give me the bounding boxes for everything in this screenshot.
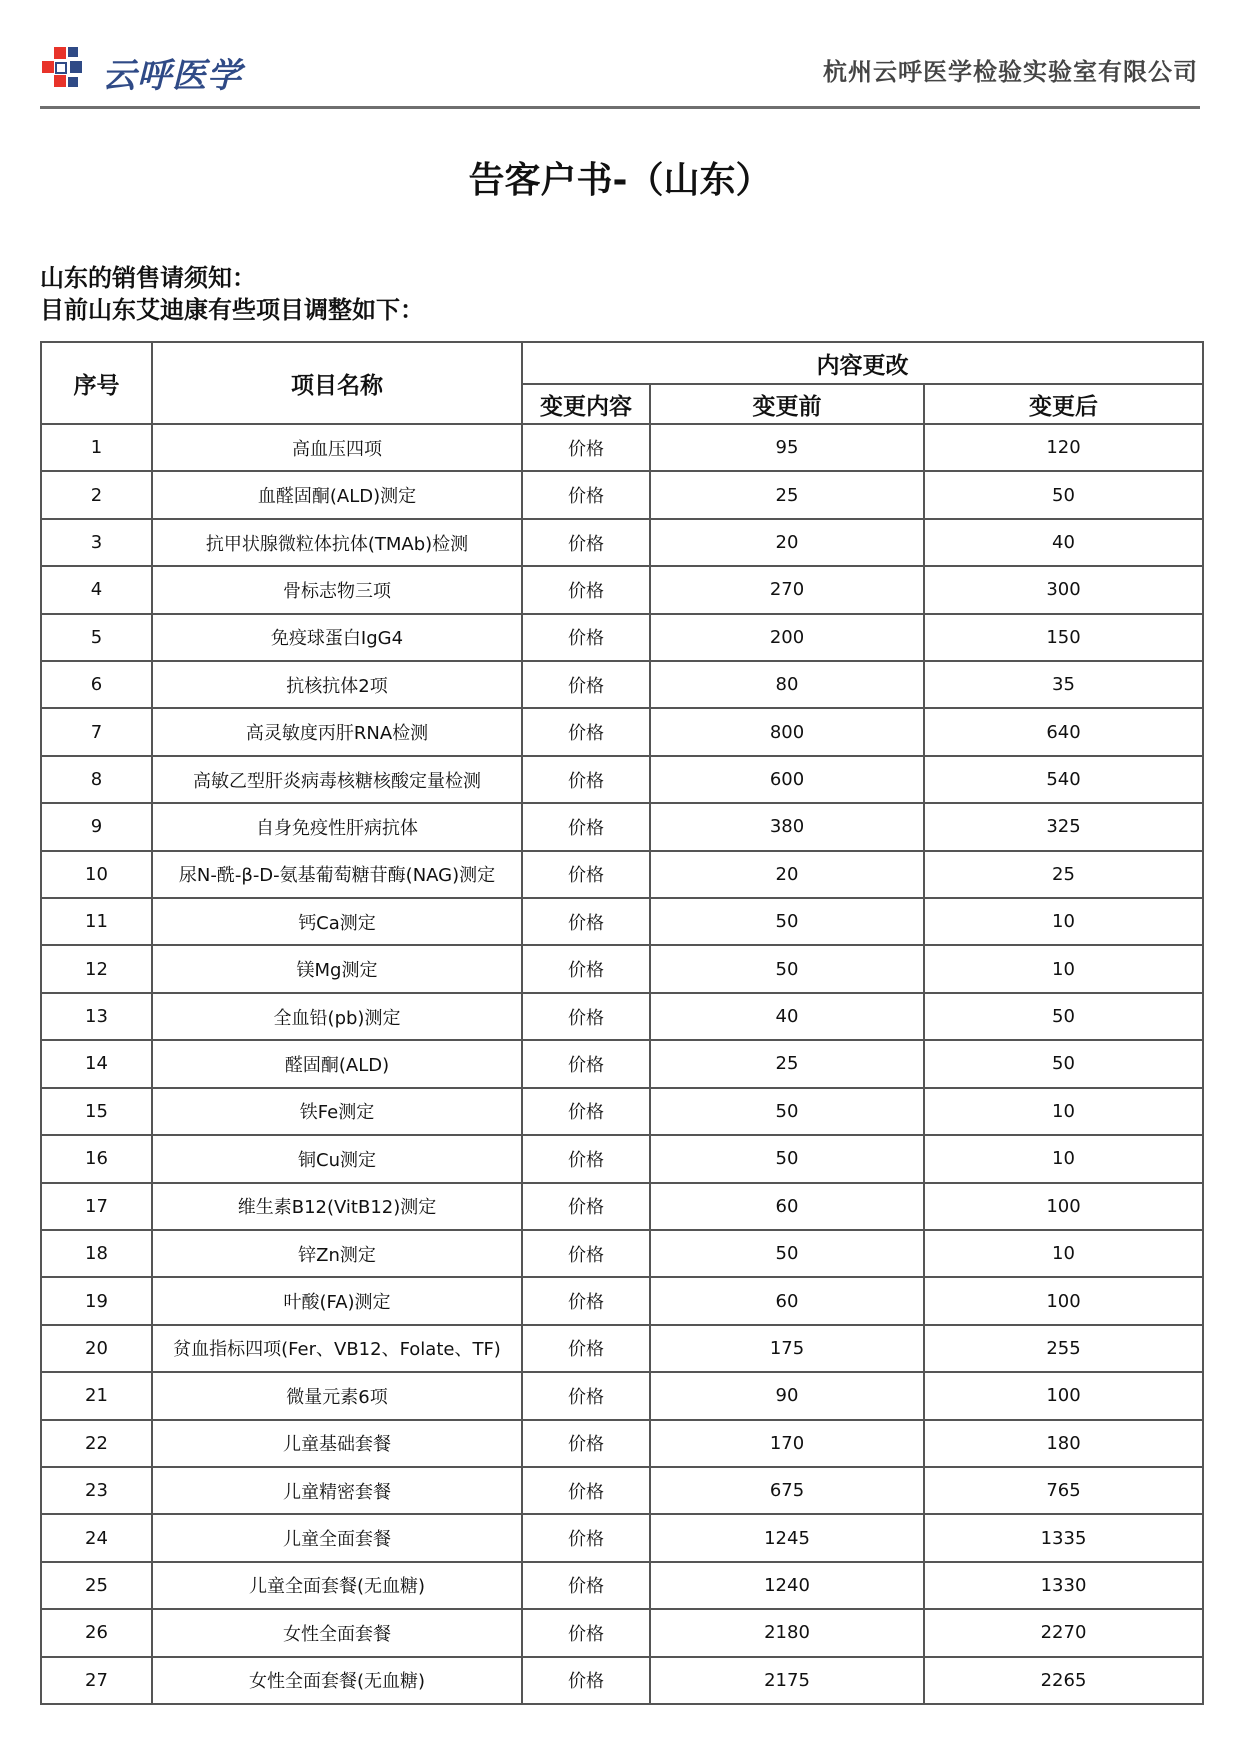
logo-text: 云呼医学 (102, 55, 242, 96)
cell-after: 640 (924, 708, 1203, 755)
cell-change: 价格 (522, 756, 650, 803)
cell-change: 价格 (522, 1657, 650, 1704)
cell-change: 价格 (522, 1514, 650, 1561)
cell-seq: 23 (41, 1467, 152, 1514)
cell-seq: 11 (41, 898, 152, 945)
cell-seq: 18 (41, 1230, 152, 1277)
cell-before: 175 (650, 1325, 924, 1372)
cell-after: 10 (924, 898, 1203, 945)
cell-after: 50 (924, 993, 1203, 1040)
cell-change: 价格 (522, 424, 650, 471)
logo (40, 44, 242, 100)
cell-seq: 6 (41, 661, 152, 708)
cell-seq: 5 (41, 614, 152, 661)
cell-change: 价格 (522, 993, 650, 1040)
notice-text (40, 262, 424, 326)
cell-after: 40 (924, 519, 1203, 566)
cell-before: 50 (650, 1088, 924, 1135)
table-row (41, 1609, 1203, 1656)
table-row (41, 898, 1203, 945)
cell-before: 60 (650, 1277, 924, 1324)
cell-after: 2270 (924, 1609, 1203, 1656)
table-row (41, 1514, 1203, 1561)
cell-before: 1245 (650, 1514, 924, 1561)
cell-before: 80 (650, 661, 924, 708)
header-before: 变更前 (650, 384, 924, 424)
cell-before: 40 (650, 993, 924, 1040)
cell-change: 价格 (522, 945, 650, 992)
cell-name: 血醛固酮(ALD)测定 (152, 471, 522, 518)
cell-after: 180 (924, 1420, 1203, 1467)
cell-before: 25 (650, 471, 924, 518)
table-row (41, 1040, 1203, 1087)
table-row (41, 1230, 1203, 1277)
header-after: 变更后 (924, 384, 1203, 424)
cell-change: 价格 (522, 1562, 650, 1609)
cell-seq: 13 (41, 993, 152, 1040)
cell-seq: 16 (41, 1135, 152, 1182)
cell-before: 60 (650, 1183, 924, 1230)
table-row (41, 519, 1203, 566)
cell-seq: 2 (41, 471, 152, 518)
cell-before: 50 (650, 945, 924, 992)
cell-before: 90 (650, 1372, 924, 1419)
page-header (40, 40, 1200, 109)
cell-change: 价格 (522, 661, 650, 708)
cell-after: 50 (924, 1040, 1203, 1087)
cell-seq: 3 (41, 519, 152, 566)
cell-change: 价格 (522, 519, 650, 566)
cell-name: 贫血指标四项(Fer、VB12、Folate、TF) (152, 1325, 522, 1372)
cell-name: 锌Zn测定 (152, 1230, 522, 1277)
table-row (41, 851, 1203, 898)
cell-before: 25 (650, 1040, 924, 1087)
cell-after: 100 (924, 1372, 1203, 1419)
cell-name: 儿童全面套餐(无血糖) (152, 1562, 522, 1609)
cell-name: 铜Cu测定 (152, 1135, 522, 1182)
cell-name: 铁Fe测定 (152, 1088, 522, 1135)
cell-change: 价格 (522, 566, 650, 613)
table-row (41, 1325, 1203, 1372)
cell-change: 价格 (522, 1135, 650, 1182)
company-name: 杭州云呼医学检验实验室有限公司 (823, 58, 1198, 86)
cell-change: 价格 (522, 1040, 650, 1087)
cell-name: 自身免疫性肝病抗体 (152, 803, 522, 850)
cell-after: 255 (924, 1325, 1203, 1372)
cell-seq: 20 (41, 1325, 152, 1372)
cell-change: 价格 (522, 1420, 650, 1467)
cell-before: 2180 (650, 1609, 924, 1656)
cell-name: 钙Ca测定 (152, 898, 522, 945)
cell-change: 价格 (522, 1372, 650, 1419)
cell-before: 50 (650, 1230, 924, 1277)
cell-change: 价格 (522, 1325, 650, 1372)
table-row (41, 756, 1203, 803)
cell-seq: 4 (41, 566, 152, 613)
table-row (41, 1277, 1203, 1324)
cell-after: 150 (924, 614, 1203, 661)
cell-before: 50 (650, 1135, 924, 1182)
cell-after: 100 (924, 1277, 1203, 1324)
table-row (41, 945, 1203, 992)
cell-after: 765 (924, 1467, 1203, 1514)
cell-after: 50 (924, 471, 1203, 518)
cell-before: 50 (650, 898, 924, 945)
cell-name: 全血铅(pb)测定 (152, 993, 522, 1040)
cell-seq: 22 (41, 1420, 152, 1467)
table-row (41, 1135, 1203, 1182)
cell-name: 尿N-酰-β-D-氨基葡萄糖苷酶(NAG)测定 (152, 851, 522, 898)
cell-before: 675 (650, 1467, 924, 1514)
cell-before: 95 (650, 424, 924, 471)
cell-after: 10 (924, 1088, 1203, 1135)
cell-change: 价格 (522, 1183, 650, 1230)
cell-seq: 12 (41, 945, 152, 992)
cell-after: 25 (924, 851, 1203, 898)
cell-name: 女性全面套餐 (152, 1609, 522, 1656)
cell-name: 儿童精密套餐 (152, 1467, 522, 1514)
cell-after: 540 (924, 756, 1203, 803)
cell-change: 价格 (522, 471, 650, 518)
cell-seq: 17 (41, 1183, 152, 1230)
cell-before: 2175 (650, 1657, 924, 1704)
cell-seq: 24 (41, 1514, 152, 1561)
cell-seq: 15 (41, 1088, 152, 1135)
cell-seq: 14 (41, 1040, 152, 1087)
cell-change: 价格 (522, 614, 650, 661)
cell-name: 免疫球蛋白IgG4 (152, 614, 522, 661)
table-row (41, 708, 1203, 755)
cell-name: 醛固酮(ALD) (152, 1040, 522, 1087)
cell-name: 维生素B12(VitB12)测定 (152, 1183, 522, 1230)
cell-before: 20 (650, 851, 924, 898)
cell-seq: 26 (41, 1609, 152, 1656)
table-row (41, 1088, 1203, 1135)
cell-name: 高敏乙型肝炎病毒核糖核酸定量检测 (152, 756, 522, 803)
cell-seq: 8 (41, 756, 152, 803)
table-row (41, 1183, 1203, 1230)
table-row (41, 614, 1203, 661)
header-name: 项目名称 (152, 342, 522, 424)
cell-before: 800 (650, 708, 924, 755)
cell-change: 价格 (522, 851, 650, 898)
cell-seq: 1 (41, 424, 152, 471)
cell-name: 儿童全面套餐 (152, 1514, 522, 1561)
cell-after: 10 (924, 1135, 1203, 1182)
cell-after: 35 (924, 661, 1203, 708)
cell-after: 10 (924, 945, 1203, 992)
table-row (41, 803, 1203, 850)
cell-name: 微量元素6项 (152, 1372, 522, 1419)
cell-after: 10 (924, 1230, 1203, 1277)
cell-after: 300 (924, 566, 1203, 613)
header-group: 内容更改 (522, 342, 1203, 384)
cell-change: 价格 (522, 708, 650, 755)
cell-before: 1240 (650, 1562, 924, 1609)
cell-before: 170 (650, 1420, 924, 1467)
cell-name: 儿童基础套餐 (152, 1420, 522, 1467)
cell-change: 价格 (522, 1609, 650, 1656)
cell-after: 1330 (924, 1562, 1203, 1609)
cell-before: 200 (650, 614, 924, 661)
cell-seq: 9 (41, 803, 152, 850)
logo-cross-icon (40, 45, 94, 99)
table-row (41, 1372, 1203, 1419)
cell-before: 380 (650, 803, 924, 850)
header-change: 变更内容 (522, 384, 650, 424)
cell-after: 325 (924, 803, 1203, 850)
cell-change: 价格 (522, 1277, 650, 1324)
cell-change: 价格 (522, 1230, 650, 1277)
table-row (41, 993, 1203, 1040)
cell-name: 女性全面套餐(无血糖) (152, 1657, 522, 1704)
cell-after: 120 (924, 424, 1203, 471)
cell-name: 抗核抗体2项 (152, 661, 522, 708)
cell-change: 价格 (522, 803, 650, 850)
table-row (41, 1657, 1203, 1704)
table-row (41, 1420, 1203, 1467)
table-row (41, 471, 1203, 518)
cell-seq: 27 (41, 1657, 152, 1704)
cell-before: 20 (650, 519, 924, 566)
notice-line-2: 目前山东艾迪康有些项目调整如下： (40, 296, 424, 324)
table-row (41, 1467, 1203, 1514)
table-row (41, 1562, 1203, 1609)
cell-change: 价格 (522, 1467, 650, 1514)
cell-seq: 7 (41, 708, 152, 755)
header-seq: 序号 (41, 342, 152, 424)
cell-seq: 21 (41, 1372, 152, 1419)
cell-name: 骨标志物三项 (152, 566, 522, 613)
cell-seq: 25 (41, 1562, 152, 1609)
cell-after: 100 (924, 1183, 1203, 1230)
cell-name: 高血压四项 (152, 424, 522, 471)
table-row (41, 661, 1203, 708)
page-title: 告客户书-（山东） (468, 160, 772, 201)
cell-before: 270 (650, 566, 924, 613)
cell-change: 价格 (522, 898, 650, 945)
cell-name: 叶酸(FA)测定 (152, 1277, 522, 1324)
cell-change: 价格 (522, 1088, 650, 1135)
cell-after: 1335 (924, 1514, 1203, 1561)
cell-seq: 19 (41, 1277, 152, 1324)
cell-name: 镁Mg测定 (152, 945, 522, 992)
notice-line-1: 山东的销售请须知： (40, 264, 256, 292)
cell-after: 2265 (924, 1657, 1203, 1704)
table-row (41, 566, 1203, 613)
table-row (41, 424, 1203, 471)
cell-seq: 10 (41, 851, 152, 898)
table-body (41, 424, 1203, 1704)
cell-before: 600 (650, 756, 924, 803)
cell-name: 抗甲状腺微粒体抗体(TMAb)检测 (152, 519, 522, 566)
price-change-table (40, 341, 1204, 1705)
cell-name: 高灵敏度丙肝RNA检测 (152, 708, 522, 755)
